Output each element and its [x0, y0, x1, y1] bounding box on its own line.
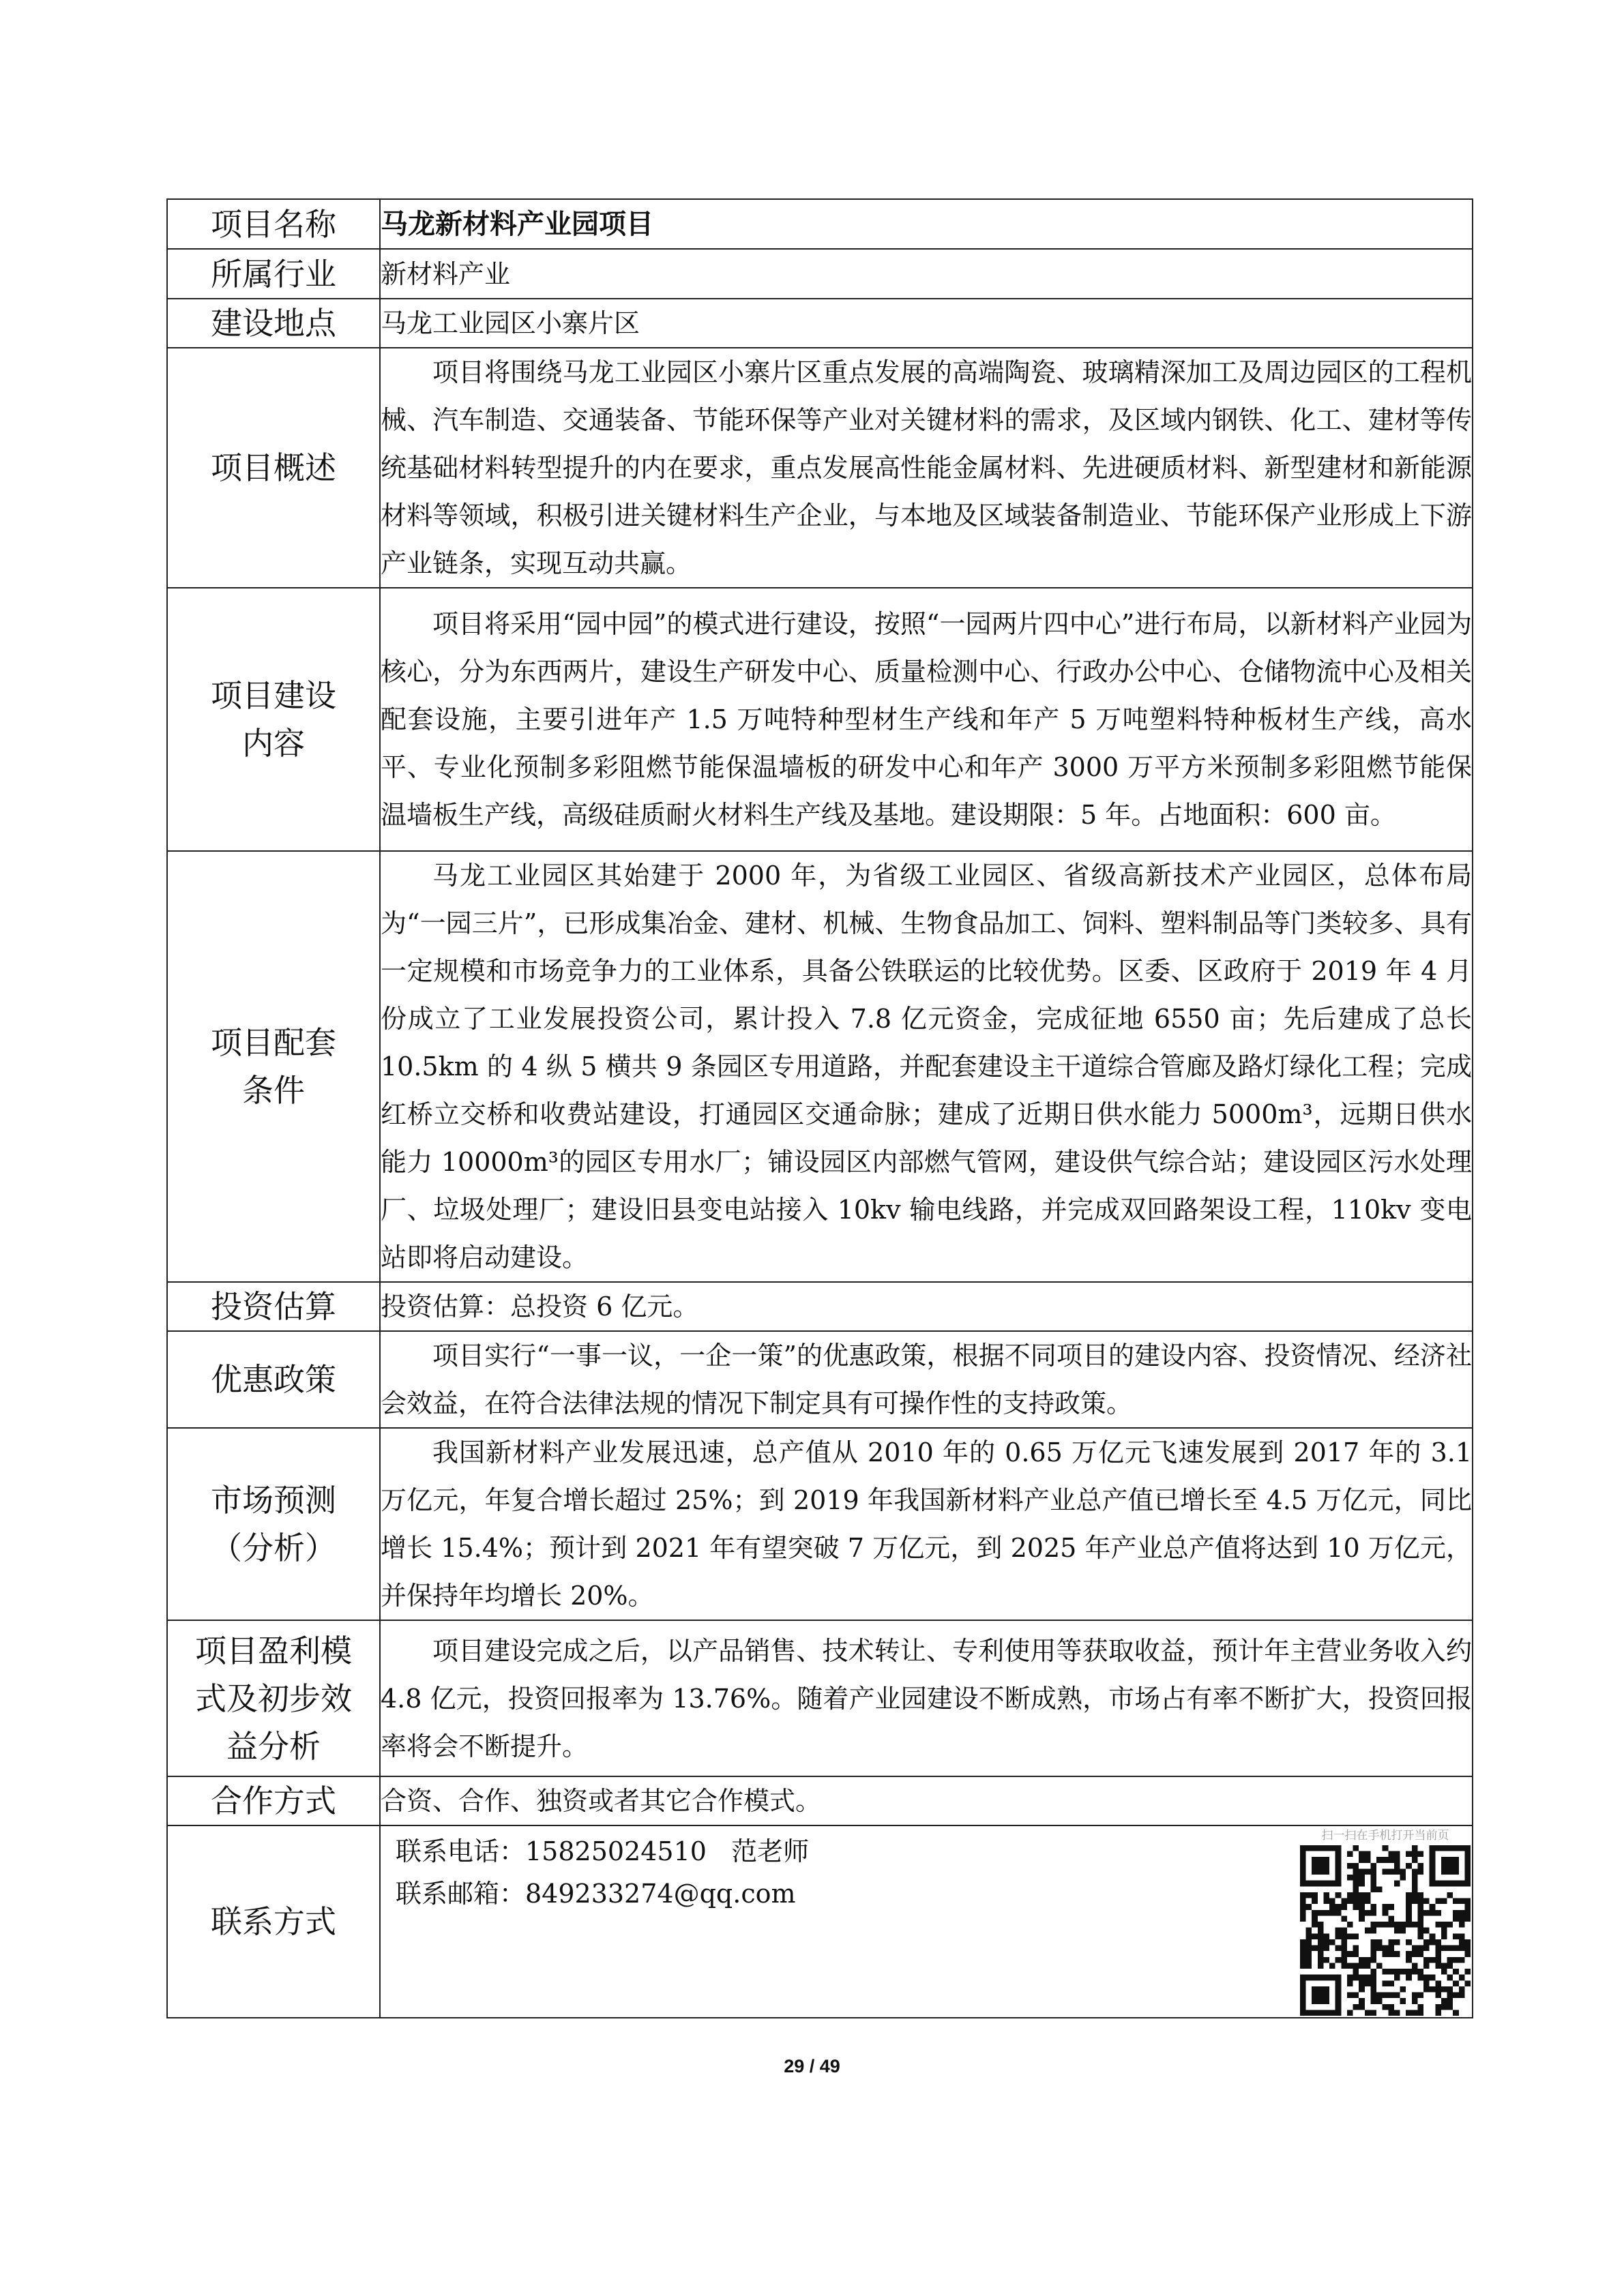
- profit-label-line2: 式及初步效: [195, 1680, 352, 1717]
- construction-cell: [380, 588, 1473, 851]
- row-label-industry: 所属行业: [167, 249, 380, 299]
- row-label-supporting-conditions: [167, 851, 380, 1282]
- qr-caption: 扫一扫在手机打开当前页: [1321, 1829, 1449, 1843]
- table-row: [167, 249, 1473, 299]
- location-value: 马龙工业园区小寨片区: [380, 299, 1473, 348]
- row-label-project-name: 项目名称: [167, 199, 380, 249]
- market-label-line2: （分析）: [211, 1530, 336, 1566]
- row-label-profit-model: [167, 1620, 380, 1776]
- profit-label-line1: 项目盈利模: [195, 1632, 352, 1669]
- table-row: [167, 348, 1473, 588]
- table-row: [167, 1825, 1473, 2018]
- contact-cell: [380, 1825, 1473, 2018]
- row-label-cooperation: 合作方式: [167, 1776, 380, 1825]
- conditions-cell: [380, 851, 1473, 1282]
- policy-text: 项目实行“一事一议，一企一策”的优惠政策，根据不同项目的建设内容、投资情况、经济社会效益，在符合法律法规的情况下制定具有可操作性的支持政策。: [381, 1341, 1472, 1418]
- project-info-table: [166, 198, 1473, 2018]
- row-label-market-forecast: [167, 1428, 380, 1620]
- construction-text: 项目将采用“园中园”的模式进行建设，按照“一园两片四中心”进行布局，以新材料产业园为核心，分为东西两片，建设生产研发中心、质量检测中心、行政办公中心、仓储物流中心及相关配套设施，主要引进年产 1.5 万吨特种型材生产线和年产 5 万吨塑料特种板材生产线，高水平、专业化预制多彩阻燃节能保温墙板的研发中心和年产 3000 万平方米预制多彩阻燃节能保温墙板生产线，高级硅质耐火材料生产线及基地。建设期限：5 年。占地面积：600 亩。: [381, 609, 1472, 830]
- overview-text: 项目将围绕马龙工业园区小寨片区重点发展的高端陶瓷、玻璃精深加工及周边园区的工程机械、汽车制造、交通装备、节能环保等产业对关键材料的需求，及区域内钢铁、化工、建材等传统基础材料转型提升的内在要求，重点发展高性能金属材料、先进硬质材料、新型建材和新能源材料等领域，积极引进关键材料生产企业，与本地及区域装备制造业、节能环保产业形成上下游产业链条，实现互动共赢。: [381, 357, 1472, 578]
- row-label-construction: [167, 588, 380, 851]
- qr-code-icon: [1300, 1845, 1471, 2016]
- qr-code-block: [1293, 1828, 1477, 2016]
- profit-label-line3: 益分析: [226, 1727, 321, 1765]
- profit-cell: [380, 1620, 1473, 1776]
- cooperation-value: 合资、合作、独资或者其它合作模式。: [380, 1776, 1473, 1825]
- profit-text: 项目建设完成之后，以产品销售、技术转让、专利使用等获取收益，预计年主营业务收入约 4.8 亿元，投资回报率为 13.76%。随着产业园建设不断成熟，市场占有率不断扩大，投资回报率将会不断提升。: [381, 1635, 1472, 1761]
- row-label-policy: 优惠政策: [167, 1331, 380, 1428]
- contact-phone: 联系电话：15825024510 范老师: [396, 1836, 810, 1866]
- table-row: [167, 1282, 1473, 1331]
- row-label-investment: 投资估算: [167, 1282, 380, 1331]
- industry-value: 新材料产业: [380, 249, 1473, 299]
- table-row: [167, 299, 1473, 348]
- market-cell: [380, 1428, 1473, 1620]
- row-label-overview: 项目概述: [167, 348, 380, 588]
- page-number: 29 / 49: [784, 2056, 840, 2076]
- contact-lines: [396, 1830, 809, 1915]
- table-row: [167, 588, 1473, 851]
- construction-label-line1: 项目建设: [211, 677, 336, 714]
- table-row: [167, 851, 1473, 1282]
- contact-email: 联系邮箱：849233274@qq.com: [396, 1879, 796, 1909]
- market-text: 我国新材料产业发展迅速，总产值从 2010 年的 0.65 万亿元飞速发展到 2017 年的 3.1 万亿元，年复合增长超过 25%；到 2019 年我国新材料产业总产值已增长至 4.5 万亿元，同比增长 15.4%；预计到 2021 年有望突破 7 万亿元，到 2025 年产业总产值将达到 10 万亿元，并保持年均增长 20%。: [381, 1437, 1472, 1611]
- table-row: [167, 1776, 1473, 1825]
- row-label-location: 建设地点: [167, 299, 380, 348]
- conditions-text: 马龙工业园区其始建于 2000 年，为省级工业园区、省级高新技术产业园区，总体布局为“一园三片”，已形成集冶金、建材、机械、生物食品加工、饲料、塑料制品等门类较多、具有一定规模和市场竞争力的工业体系，具备公铁联运的比较优势。区委、区政府于 2019 年 4 月份成立了工业发展投资公司，累计投入 7.8 亿元资金，完成征地 6550 亩；先后建成了总长 10.5km 的 4 纵 5 横共 9 条园区专用道路，并配套建设主干道综合管廊及路灯绿化工程；完成红桥立交桥和收费站建设，打通园区交通命脉；建成了近期日供水能力 5000m³，远期日供水能力 10000m³的园区专用水厂；铺设园区内部燃气管网，建设供气综合站；建设园区污水处理厂、垃圾处理厂；建设旧县变电站接入 10kv 输电线路，并完成双回路架设工程，110kv 变电站即将启动建设。: [381, 861, 1472, 1272]
- table-row: [167, 199, 1473, 249]
- conditions-label-line1: 项目配套: [211, 1024, 336, 1061]
- table-row: [167, 1428, 1473, 1620]
- investment-value: 投资估算：总投资 6 亿元。: [380, 1282, 1473, 1331]
- construction-label-line2: 内容: [242, 725, 305, 762]
- table-row: [167, 1620, 1473, 1776]
- table-row: [167, 1331, 1473, 1428]
- overview-cell: [380, 348, 1473, 588]
- market-label-line1: 市场预测: [211, 1482, 336, 1519]
- policy-cell: [380, 1331, 1473, 1428]
- conditions-label-line2: 条件: [242, 1072, 305, 1109]
- row-label-contact: 联系方式: [167, 1825, 380, 2018]
- project-name-value: 马龙新材料产业园项目: [380, 199, 1473, 249]
